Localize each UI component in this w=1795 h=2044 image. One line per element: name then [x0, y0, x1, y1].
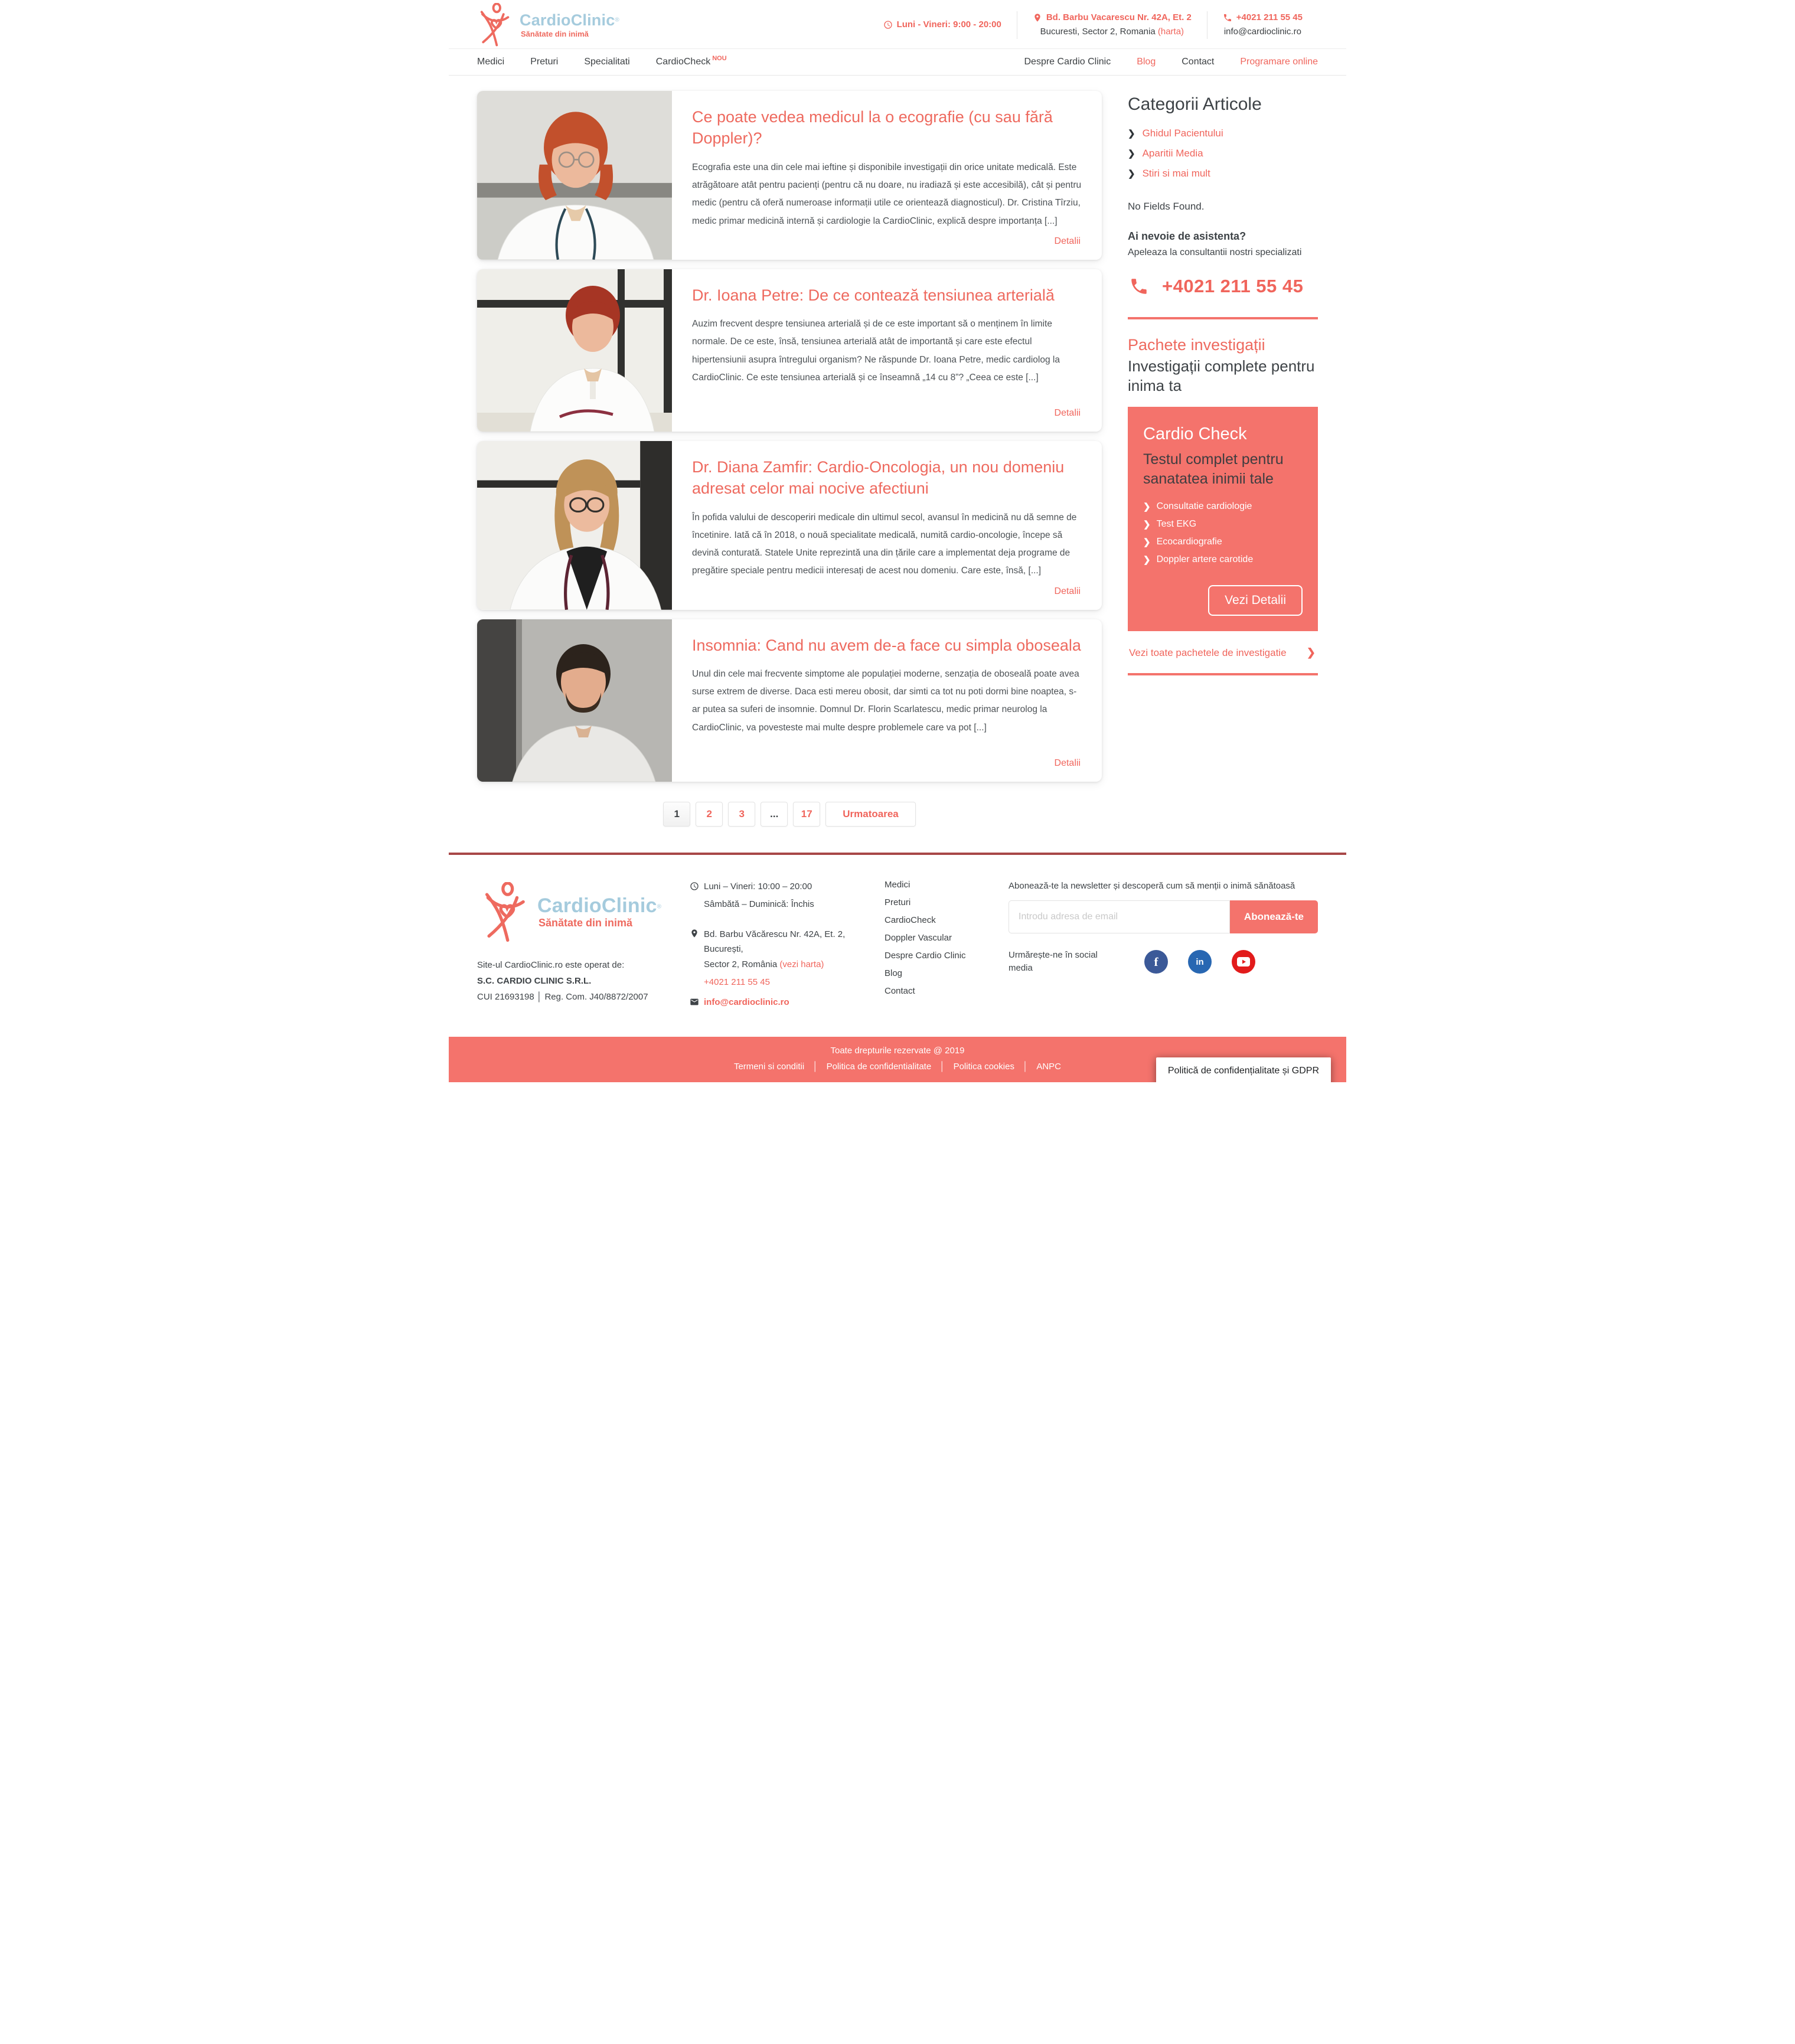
assist-text: Apeleaza la consultantii nostri specializati [1128, 247, 1302, 257]
package-item: ❯ Consultatie cardiologie [1143, 501, 1252, 512]
article-body [672, 441, 1102, 610]
header-phone-block [1207, 11, 1318, 39]
chevron-right-icon: ❯ [1143, 520, 1151, 530]
packages-header [1128, 336, 1318, 395]
footer-hours-weekend: Sâmbătă – Duminică: Închis [704, 899, 814, 909]
article-excerpt: Unul din cele mai frecvente simptome ale populației moderne, senzația de oboseală poate avea surse extrem de diverse. Daca esti mereu obosit, dar simti ca tot nu poti dormi bine noaptea, s-ar putea sa suferi de insomnie. Domnul Dr. Florin Scarlatescu, medic primar neurolog la CardioClinic, va povesteste mai multe despre problemele care va pot [...] [692, 668, 1079, 733]
nav-item-contact[interactable]: Contact [1182, 57, 1215, 67]
package-item: ❯ Test EKG [1143, 519, 1197, 530]
newsletter-form [1009, 900, 1318, 933]
packages-title: Pachete investigații [1128, 336, 1265, 354]
categories-title: Categorii Articole [1128, 94, 1262, 114]
bottom-link-confidentialitate[interactable]: Politica de confidentialitate [826, 1062, 932, 1072]
brand-figure-icon [477, 3, 515, 47]
header-address [1017, 11, 1207, 39]
operator-intro: Site-ul CardioClinic.ro este operat de: [477, 959, 625, 970]
header-email[interactable]: info@cardioclinic.ro [1223, 27, 1301, 37]
map-pin-icon [1033, 13, 1042, 22]
operator-registration: CUI 21693198 │ Reg. Com. J40/8872/2007 [477, 991, 648, 1002]
category-item-aparitii-media[interactable]: ❯ Aparitii Media [1128, 148, 1203, 159]
vezi-detalii-button[interactable]: Vezi Detalii [1208, 585, 1303, 616]
main-nav [449, 48, 1346, 76]
no-fields-message: No Fields Found. [1128, 201, 1205, 212]
brand-name: CardioClinic [520, 11, 615, 29]
footer [449, 853, 1346, 1031]
facebook-icon[interactable]: f [1144, 950, 1168, 974]
doctor-photo[interactable] [477, 269, 672, 432]
map-pin-icon [690, 929, 699, 938]
footer-map-link[interactable]: (vezi harta) [779, 959, 824, 969]
chevron-right-icon: ❯ [1128, 169, 1135, 179]
category-list [1128, 128, 1318, 179]
nav-item-specialitati[interactable]: Specialitati [584, 57, 630, 67]
nav-right [1024, 57, 1318, 67]
social-label: Urmărește-ne în social media [1009, 949, 1098, 973]
bottom-link-termeni[interactable]: Termeni si conditii [733, 1062, 805, 1072]
page-ellipsis: ... [761, 802, 788, 827]
nav-item-cardiocheck[interactable]: CardioCheck $^{NOU}$ [655, 55, 727, 67]
article-excerpt: Ecografia este una din cele mai ieftine și disponibile investigații din orice unitate medicală. Este atrăgătoare atât pentru pacienți (pentru că nu doare, nu iradiază și este accesibilă), cât și pentru medic (pentru că oferă numeroase informații utile ce orientează diagnosticul). Dr. Cristina Tîrziu, medic primar medicină internă și cardiologie la CardioClinic, explică despre importanța [...] [692, 162, 1082, 226]
all-packages-link[interactable]: Vezi toate pachetele de investigatie ❯ [1129, 646, 1316, 658]
footer-phone[interactable]: +4021 211 55 45 [704, 977, 770, 987]
article-title[interactable]: Dr. Ioana Petre: De ce contează tensiunea arterială [692, 286, 1055, 304]
bottom-link-anpc[interactable]: ANPC [1036, 1062, 1062, 1072]
brand-name: CardioClinic [537, 894, 657, 917]
page-number-3[interactable]: 3 [728, 802, 755, 827]
cardio-check-card [1128, 407, 1318, 631]
footer-logo[interactable] [481, 882, 672, 942]
category-item-stiri[interactable]: ❯ Stiri si mai mult [1128, 168, 1210, 179]
article-detail-link[interactable]: Detalii [1054, 586, 1081, 596]
footer-link-doppler[interactable]: Doppler Vascular [885, 932, 952, 943]
page-number-17[interactable]: 17 [793, 802, 820, 827]
divider [1128, 673, 1318, 675]
package-subtitle: Testul complet pentru sanatatea inimii tale [1143, 451, 1284, 487]
separator: │ [939, 1062, 945, 1072]
chevron-right-icon: ❯ [1143, 502, 1151, 512]
article-detail-link[interactable]: Detalii [1054, 757, 1081, 768]
footer-links-col [885, 880, 991, 1014]
nav-item-despre[interactable]: Despre Cardio Clinic [1024, 57, 1111, 67]
header-hours-text: Luni - Vineri: 9:00 - 20:00 [896, 19, 1001, 30]
logo[interactable] [477, 3, 619, 47]
package-items [1143, 501, 1303, 565]
footer-link-contact[interactable]: Contact [885, 985, 915, 996]
nav-item-blog[interactable]: Blog [1137, 57, 1156, 67]
logo-text [520, 12, 619, 38]
footer-link-cardiocheck[interactable]: CardioCheck [885, 915, 936, 925]
nav-item-programare[interactable]: Programare online [1240, 57, 1318, 67]
chevron-right-icon: ❯ [1128, 129, 1135, 139]
footer-link-preturi[interactable]: Preturi [885, 897, 911, 907]
sidebar [1128, 91, 1318, 850]
header-hours [868, 18, 1017, 32]
chevron-right-icon: ❯ [1143, 537, 1151, 547]
article-title[interactable]: Insomnia: Cand nu avem de-a face cu simpla oboseala [692, 636, 1081, 654]
header-address-line2: Bucuresti, Sector 2, Romania [1040, 27, 1158, 37]
assist-phone-number: +4021 211 55 45 [1162, 276, 1304, 296]
article-body [672, 619, 1102, 782]
article-detail-link[interactable]: Detalii [1054, 236, 1081, 246]
footer-hours-weekdays: Luni – Vineri: 10:00 – 20:00 [704, 881, 812, 892]
chevron-right-icon: ❯ [1128, 149, 1135, 159]
article-excerpt: Auzim frecvent despre tensiunea arterială și de ce este important să o menținem în limite normale. De ce este, însă, tensiunea arterială atât de importantă și care este efectul hipertensiunii asupra întregului organism? Ne răspunde Dr. Ioana Petre, medic cardiolog la CardioClinic. Ce este tensiunea arterială și ce înseamnă „14 cu 8”? „Ceea ce este [...] [692, 319, 1060, 383]
brand-tagline: Sănătate din inimă [538, 917, 633, 929]
page [449, 0, 1346, 1082]
footer-brand-col [477, 880, 672, 1014]
brand-reg: ® [615, 17, 619, 24]
article-card [477, 441, 1102, 610]
article-excerpt: În pofida valului de descoperiri medicale din ultimul secol, avansul în medicină nu dă semne de încetinire. Iată că în 2018, o nouă specialitate medicală, numită cardio-oncologie, începe să devină conturată. Statele Unite reprezintă una din țările care a implementat deja programe de pregătire speciale pentru medicii interesați de acest nou domeniu. Care este, însă, [...] [692, 512, 1077, 576]
footer-newsletter-col [1009, 880, 1318, 1014]
nav-left [477, 57, 727, 67]
phone-icon [1223, 13, 1232, 22]
article-card [477, 91, 1102, 260]
clock-icon [690, 881, 699, 891]
article-card [477, 619, 1102, 782]
doctor-photo[interactable] [477, 619, 672, 782]
linkedin-icon[interactable]: in [1188, 950, 1212, 974]
assist-title: Ai nevoie de asistenta? [1128, 230, 1246, 242]
package-item: ❯ Ecocardiografie [1143, 537, 1222, 547]
logo-text [537, 896, 661, 928]
header-map-link[interactable]: (harta) [1157, 27, 1184, 37]
clock-icon [883, 20, 893, 30]
divider [1128, 317, 1318, 319]
chevron-right-icon: ❯ [1306, 646, 1316, 658]
social-media-row [1009, 949, 1318, 975]
brand-tagline: Sănătate din inimă [521, 29, 589, 38]
doctor-photo[interactable] [477, 91, 672, 260]
next-page-button[interactable]: Urmatoarea [825, 802, 916, 827]
page-number-1[interactable]: 1 [663, 802, 690, 827]
nav-badge-nou: NOU [712, 55, 727, 62]
copyright-text: Toate drepturile rezervate @ 2019 [830, 1046, 965, 1056]
header-phone[interactable]: +4021 211 55 45 [1236, 12, 1303, 22]
main-area [449, 76, 1346, 850]
footer-address: Bd. Barbu Văcărescu Nr. 42A, Et. 2, București, Sector 2, România (vezi harta) [704, 929, 846, 969]
package-item: ❯ Doppler artere carotide [1143, 554, 1254, 565]
gdpr-cookie-notice[interactable]: Politică de confidențialitate și GDPR [1156, 1057, 1331, 1082]
footer-link-medici[interactable]: Medici [885, 879, 910, 890]
article-body [672, 91, 1102, 260]
bottom-link-cookies[interactable]: Politica cookies [953, 1062, 1014, 1072]
article-title[interactable]: Dr. Diana Zamfir: Cardio-Oncologia, un nou domeniu adresat celor mai nocive afectiuni [692, 458, 1065, 498]
packages-subtitle: Investigații complete pentru inima ta [1128, 357, 1315, 394]
envelope-icon [690, 997, 699, 1007]
newsletter-text: Abonează-te la newsletter și descoperă cum să menții o inimă sănătoasă [1009, 880, 1295, 891]
separator: │ [812, 1062, 818, 1072]
article-title[interactable]: Ce poate vedea medicul la o ecografie (cu sau fără Doppler)? [692, 108, 1053, 148]
brand-reg: ® [657, 903, 662, 910]
assist-phone[interactable] [1129, 276, 1318, 297]
pagination [477, 802, 1102, 827]
header [449, 0, 1346, 48]
header-contact [868, 11, 1318, 39]
newsletter-email-input[interactable] [1009, 900, 1230, 933]
nav-item-medici[interactable]: Medici [477, 57, 505, 67]
doctor-photo[interactable] [477, 441, 672, 610]
category-item-ghidul-pacientului[interactable]: ❯ Ghidul Pacientului [1128, 128, 1223, 139]
header-address-line1[interactable]: Bd. Barbu Vacarescu Nr. 42A, Et. 2 [1046, 12, 1192, 22]
brand-figure-icon [481, 882, 533, 942]
footer-link-blog[interactable]: Blog [885, 968, 903, 978]
page-number-2[interactable]: 2 [696, 802, 723, 827]
chevron-right-icon: ❯ [1143, 555, 1151, 565]
footer-info-col [690, 880, 867, 1014]
package-name: Cardio Check [1143, 425, 1247, 443]
article-body [672, 269, 1102, 432]
phone-icon [1129, 276, 1149, 296]
newsletter-subscribe-button[interactable]: Abonează-te [1230, 900, 1318, 933]
separator: │ [1022, 1062, 1029, 1072]
operator-name: S.C. CARDIO CLINIC S.R.L. [477, 975, 592, 986]
footer-link-despre[interactable]: Despre Cardio Clinic [885, 950, 966, 961]
youtube-icon[interactable] [1232, 950, 1255, 974]
footer-email[interactable]: info@cardioclinic.ro [704, 997, 789, 1007]
article-list [477, 91, 1102, 850]
nav-item-preturi[interactable]: Preturi [530, 57, 559, 67]
article-detail-link[interactable]: Detalii [1054, 407, 1081, 418]
article-card [477, 269, 1102, 432]
